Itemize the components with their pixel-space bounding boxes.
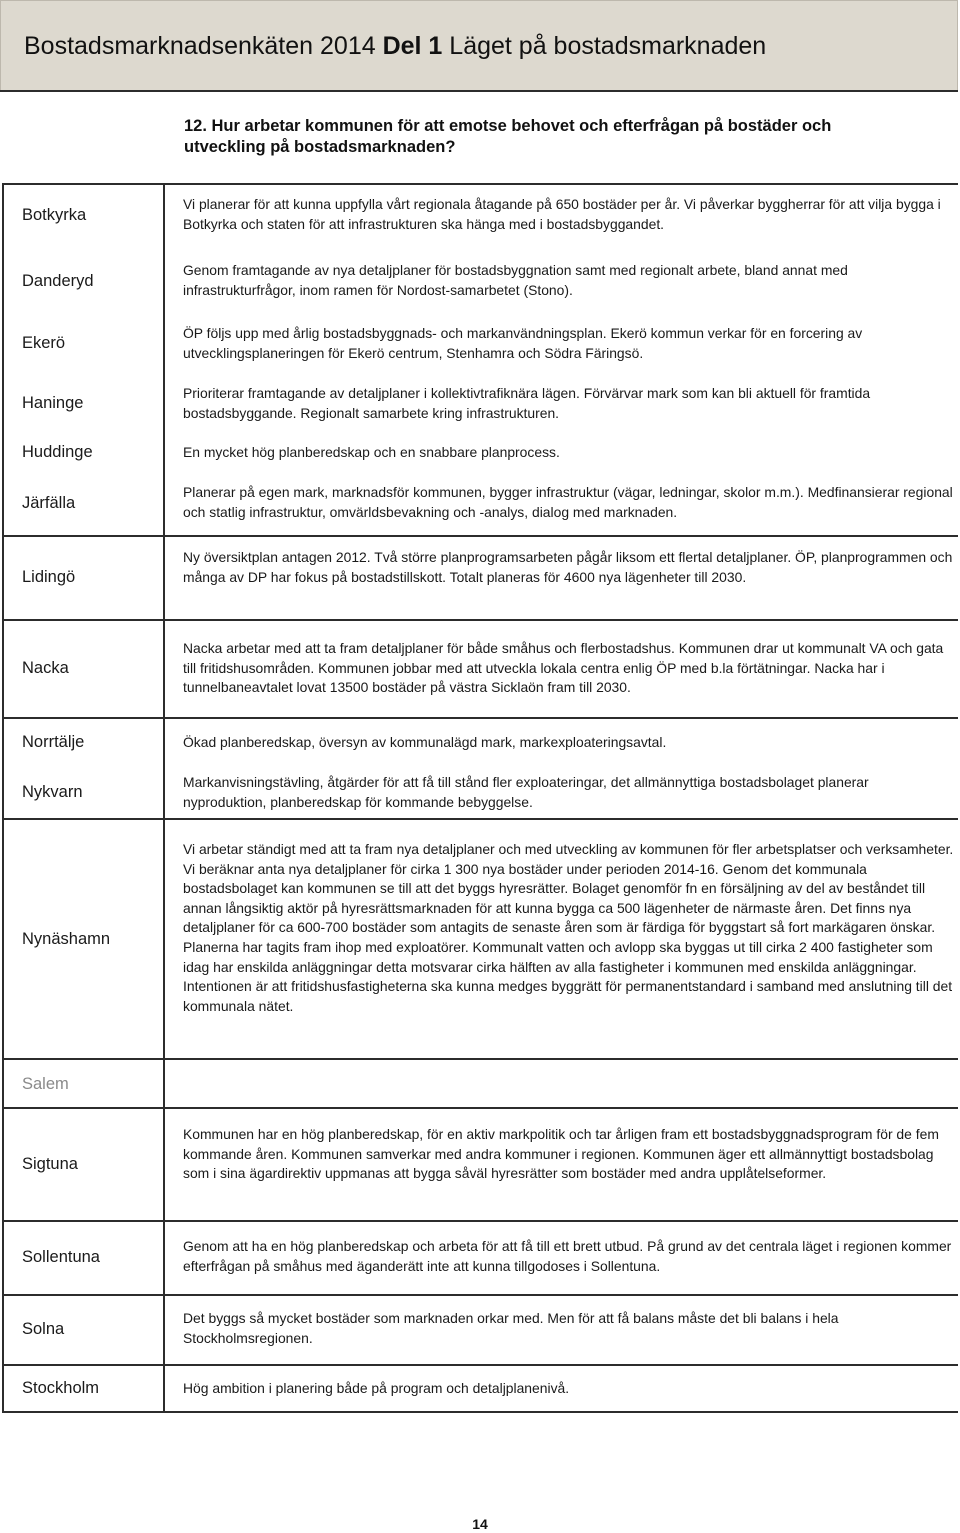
table-border-top bbox=[3, 183, 958, 185]
answer-text: Genom att ha en hög planberedskap och arbeta för att få till ett brett utbud. På grund av det centrala läget i regionen kommer efterfrågan på småhus med äganderätt inte att kunna tillgodoses i Sollentuna. bbox=[183, 1238, 952, 1274]
title-prefix: Bostadsmarknadsenkäten 2014 bbox=[24, 32, 376, 60]
answer-text: Nacka arbetar med att ta fram detaljplaner för både småhus och flerbostadshus. Kommunen drar ut kommunalt VA och gata till fritidshusområden. Kommunen jobbar med att utveckla lokala centra enlig ÖP med b.la förtätningar. Nacka har i tunnelbaneavtalet lovat 13500 bostäder på västra Sicklaön fram till 2030. bbox=[183, 640, 944, 696]
question-heading: 12. Hur arbetar kommunen för att emotse behovet och efterfrågan på bostäder och utveckling på bostadsmarknaden? bbox=[184, 117, 832, 156]
municipality-name: Ekerö bbox=[22, 334, 66, 352]
municipality-name: Sigtuna bbox=[22, 1155, 78, 1173]
municipality-name: Sollentuna bbox=[22, 1248, 100, 1266]
answer-text: Markanvisningstävling, åtgärder för att få till stånd fler exploateringar, det allmännyttiga bostadsbolaget planerar nyproduktion, planberedskap för kommande bebyggelse. bbox=[183, 774, 869, 810]
row-divider bbox=[3, 1220, 958, 1222]
document-title bbox=[24, 32, 766, 61]
answer-text: Vi arbetar ständigt med att ta fram nya detaljplaner och med utveckling av kommunen för fler arbetsplatser och verksamheter. Vi beräknar anta nya detaljplaner för cirka 1 300 nya bostäder under perioden 2014-16. Genom det kommunala bostadsbolaget kan kommunen se till att det byggs hyresrätter. Bolaget genomför fn en försäljning av del av beståndet till annan långsiktig aktör på hyresrättsmarknaden för att kunna bygga ca 500 lägenheter de närmaste åren. Det finns nya detaljplaner för ca 600-700 bostäder som antagits de senaste åren som är färdiga för byggstart så fort markägaren önskar. Planerna har tagits fram ihop med exploatörer. Kommunalt vatten och avlopp ska byggas ut till cirka 2 400 fastigheter som idag har enskilda anläggningar detta motsvarar cirka hälften av alla fastigheter i kommunen med enskilda anläggningar. Intentionen är att fritidshusfastigheterna ska kunna medges byggrätt för permanentstandard i samband med anslutning till det kommunala nätet. bbox=[183, 841, 954, 1014]
answer-text: Ny översiktplan antagen 2012. Två större planprogramsarbeten pågår liksom ett flertal detaljplaner. ÖP, planprogrammen och många av DP har fokus på bostadstillskott. Totalt planeras för 4600 nya lägenheter till 2030. bbox=[183, 549, 953, 585]
page-number: 14 bbox=[472, 1516, 488, 1532]
municipality-name: Norrtälje bbox=[22, 733, 85, 751]
answer-text: Prioriterar framtagande av detaljplaner i kollektivtrafiknära lägen. Förvärvar mark som kan bli aktuell för framtida bostadsbyggande. Regionalt samarbete kring infrastrukturen. bbox=[183, 385, 871, 421]
municipality-name: Nacka bbox=[22, 659, 69, 677]
row-divider bbox=[3, 535, 958, 537]
municipality-name: Nynäshamn bbox=[22, 930, 111, 948]
answer-text: Genom framtagande av nya detaljplaner för bostadsbyggnation samt med regionalt arbete, bland annat med infrastrukturfrågor, inom ramen för Nordost-samarbetet (Stono). bbox=[183, 262, 848, 298]
municipality-name: Botkyrka bbox=[22, 206, 87, 224]
municipality-name: Nykvarn bbox=[22, 783, 83, 801]
row-divider bbox=[3, 1294, 958, 1296]
answer-text: Kommunen har en hög planberedskap, för en aktiv markpolitik och tar årligen fram ett bostadsbyggnadsprogram för de fem kommande åren. Kommunen samverkar med andra kommuner i regionen. Kommunen äger ett allmännyttigt bostadsbolag som i sina ägardirektiv uppmanas att bygga såväl hyresrätter som bostäder med andra upplåtelseformer. bbox=[183, 1126, 939, 1182]
municipality-name: Salem bbox=[22, 1075, 69, 1093]
table-border-bottom bbox=[3, 1411, 958, 1413]
table-border-left bbox=[2, 183, 4, 1413]
row-divider bbox=[3, 619, 958, 621]
row-divider bbox=[3, 818, 958, 820]
municipality-name: Danderyd bbox=[22, 272, 94, 290]
answer-text: Planerar på egen mark, marknadsför kommunen, bygger infrastruktur (vägar, ledningar, skolor m.m.). Medfinansierar regional och statlig infrastruktur, omvärldsbevakning och -analys, dialog med marknaden. bbox=[183, 484, 953, 520]
municipality-name: Huddinge bbox=[22, 443, 93, 461]
row-divider bbox=[3, 1107, 958, 1109]
row-divider bbox=[3, 1058, 958, 1060]
municipality-name: Solna bbox=[22, 1320, 65, 1338]
header-divider bbox=[0, 90, 958, 92]
answer-text: En mycket hög planberedskap och en snabbare planprocess. bbox=[183, 444, 560, 460]
table-column-divider bbox=[163, 183, 165, 1413]
answer-text: ÖP följs upp med årlig bostadsbyggnads- och markanvändningsplan. Ekerö kommun verkar för en forcering av utvecklingsplaneringen för Ekerö centrum, Stenhamra och Södra Färingsö. bbox=[183, 325, 863, 361]
municipality-name: Lidingö bbox=[22, 568, 76, 586]
title-part: Del 1 bbox=[382, 32, 443, 60]
row-divider bbox=[3, 1364, 958, 1366]
answer-text: Det byggs så mycket bostäder som marknaden orkar med. Men för att få balans måste det bli balans i hela Stockholmsregionen. bbox=[183, 1310, 839, 1346]
row-divider bbox=[3, 717, 958, 719]
answer-text: Hög ambition i planering både på program och detaljplanenivå. bbox=[183, 1380, 570, 1396]
municipality-name: Stockholm bbox=[22, 1379, 100, 1397]
answer-text: Ökad planberedskap, översyn av kommunalägd mark, markexploateringsavtal. bbox=[183, 734, 667, 750]
answer-text: Vi planerar för att kunna uppfylla vårt regionala åtagande på 650 bostäder per år. Vi påverkar byggherrar för att vilja bygga i Botkyrka och staten för att infrastrukturen ska hänga med i bostadsbyggandet. bbox=[183, 196, 941, 232]
municipality-name: Haninge bbox=[22, 394, 84, 412]
title-suffix: Läget på bostadsmarknaden bbox=[449, 32, 767, 60]
municipality-name: Järfälla bbox=[22, 494, 76, 512]
